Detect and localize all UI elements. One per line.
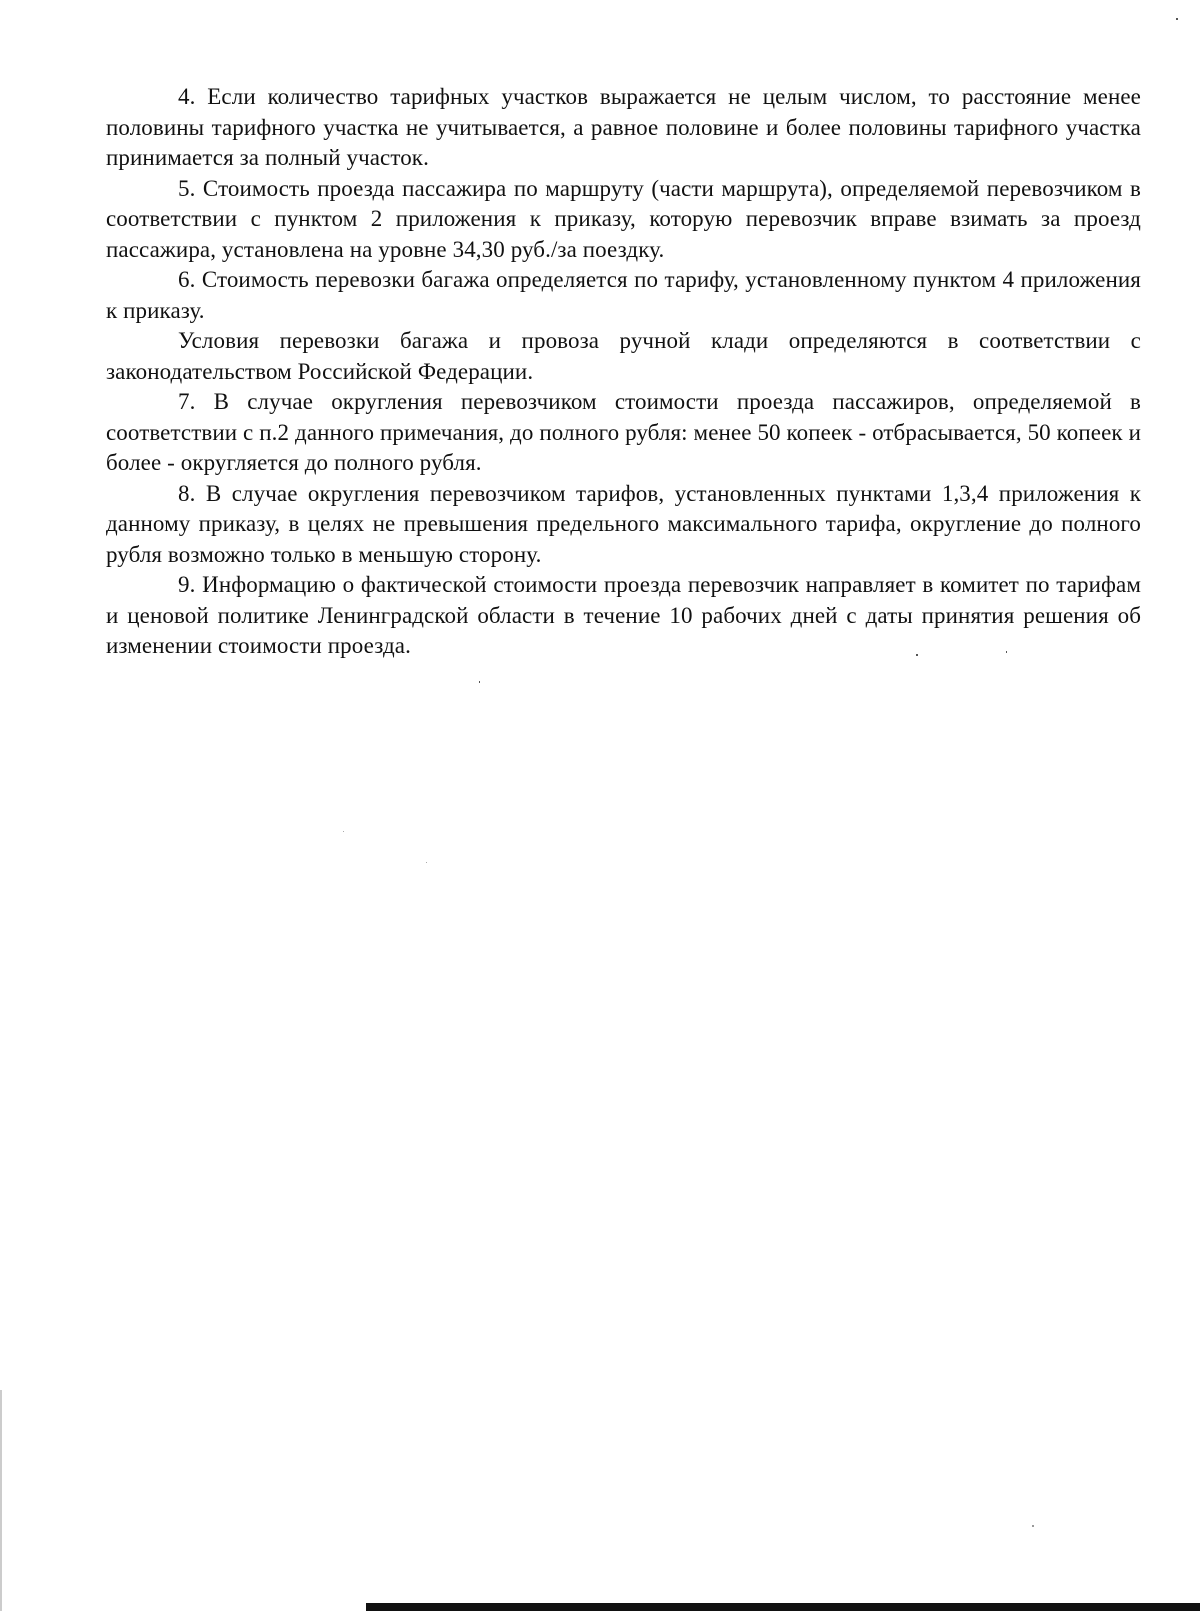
paragraph-baggage-conditions: Условия перевозки багажа и провоза ручной клади определяются в соответствии с законодательством Российской Федерации. <box>106 328 1141 384</box>
scan-speck <box>916 654 918 656</box>
paragraph-9-information: 9. Информацию о фактической стоимости проезда перевозчик направляет в комитет по тарифам и ценовой политике Ленинградской области в течение 10 рабочих дней с даты принятия решения об изменении стоимости проезда. <box>106 572 1141 658</box>
paragraph-7-rounding-fare: 7. В случае округления перевозчиком стоимости проезда пассажиров, определяемой в соответствии с п.2 данного примечания, до полного рубля: менее 50 копеек - отбрасывается, 50 копеек и более - округляется до полного рубля. <box>106 389 1141 475</box>
scan-speck <box>479 681 480 683</box>
paragraph-6-baggage-cost: 6. Стоимость перевозки багажа определяется по тарифу, установленному пунктом 4 приложения к приказу. <box>106 267 1141 323</box>
scan-speck <box>1176 18 1178 20</box>
scan-speck <box>1032 1525 1034 1527</box>
paragraph-4-tariff-sections: 4. Если количество тарифных участков выражается не целым числом, то расстояние менее половины тарифного участка не учитывается, а равное половине и более половины тарифного участка принимается за полный участок. <box>106 84 1141 170</box>
scan-speck <box>426 862 427 863</box>
paragraph-5-fare-cost: 5. Стоимость проезда пассажира по маршруту (части маршрута), определяемой перевозчиком в соответствии с пунктом 2 приложения к приказу, которую перевозчик вправе взимать за проезд пассажира, установлена на уровне 34,30 руб./за поездку. <box>106 175 1141 262</box>
scan-left-edge <box>0 1390 2 1611</box>
scan-speck <box>343 831 344 832</box>
scan-bottom-edge <box>366 1603 1200 1611</box>
paragraph-8-rounding-tariffs: 8. В случае округления перевозчиком тарифов, установленных пунктами 1,3,4 приложения к данному приказу, в целях не превышения предельного максимального тарифа, округление до полного рубля возможно только в меньшую сторону. <box>106 480 1141 567</box>
scan-speck <box>1006 651 1007 653</box>
document-body <box>106 82 1141 662</box>
